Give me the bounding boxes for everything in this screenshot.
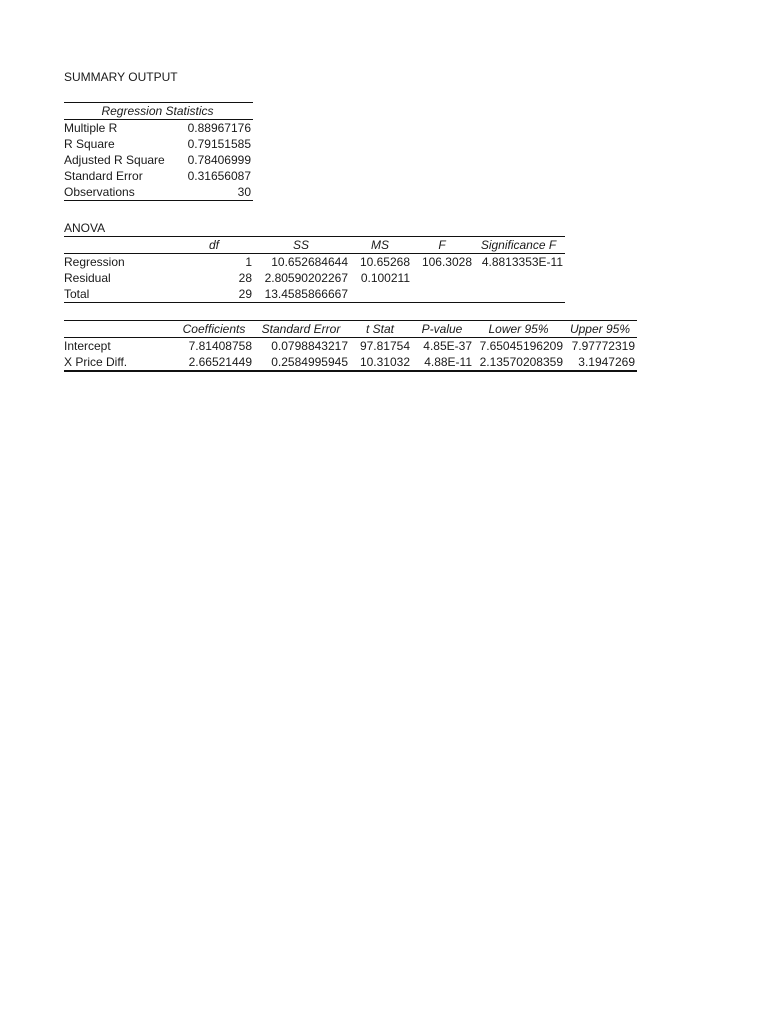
stat-row-multiple-r: [64, 120, 253, 137]
anova-row-total: [64, 286, 565, 303]
coef-cell: 3.1947269: [578, 355, 635, 369]
anova-cell: 106.3028: [421, 255, 472, 269]
anova-header-df: df: [176, 237, 254, 254]
stat-value: 30: [237, 185, 251, 199]
stat-label: Observations: [64, 185, 135, 199]
anova-header-row: [64, 237, 565, 254]
anova-header-ms: MS: [350, 237, 412, 254]
summary-output-title: SUMMARY OUTPUT: [64, 70, 178, 84]
stat-value: 0.79151585: [187, 137, 251, 151]
anova-cell: [474, 270, 565, 286]
stat-row-observations: [64, 184, 253, 201]
coef-header-t-stat: t Stat: [350, 321, 412, 338]
stat-label: Adjusted R Square: [64, 153, 165, 167]
anova-cell: 1: [245, 255, 252, 269]
anova-header-significance-f: Significance F: [474, 237, 565, 254]
anova-cell: 29: [238, 287, 252, 301]
stat-label: R Square: [64, 137, 115, 151]
stat-row-standard-error: [64, 168, 253, 184]
anova-cell: [474, 286, 565, 303]
coefficients-header-row: [64, 321, 637, 338]
coef-cell: 4.88E-11: [424, 355, 472, 369]
coef-cell: X Price Diff.: [64, 355, 128, 369]
stat-value: 0.88967176: [187, 121, 251, 135]
coef-cell: 7.65045196209: [479, 339, 563, 353]
anova-cell: 4.8813353E-11: [481, 255, 563, 269]
stat-row-adjusted-r-square: [64, 152, 253, 168]
coef-row-intercept: [64, 338, 637, 355]
coef-header-standard-error: Standard Error: [254, 321, 350, 338]
coef-cell: 7.81408758: [188, 339, 252, 353]
anova-cell: [412, 286, 474, 303]
coef-cell: 0.2584995945: [271, 355, 348, 369]
anova-cell: Total: [64, 287, 90, 301]
coef-cell: 4.85E-37: [423, 339, 472, 353]
anova-cell: 10.652684644: [271, 255, 348, 269]
anova-cell: Residual: [64, 271, 111, 285]
regression-statistics-table: [64, 102, 253, 201]
coef-header-blank: [64, 321, 176, 338]
anova-header-f: F: [412, 237, 474, 254]
anova-cell: 28: [238, 271, 252, 285]
coef-cell: 7.97772319: [571, 339, 635, 353]
coef-cell: 97.81754: [359, 339, 410, 353]
stat-row-r-square: [64, 136, 253, 152]
coef-row-x-price-diff: [64, 354, 637, 371]
stat-label: Multiple R: [64, 121, 118, 135]
regression-statistics-header: Regression Statistics: [64, 103, 253, 120]
anova-cell: 2.80590202267: [264, 271, 348, 285]
anova-cell: 10.65268: [359, 255, 410, 269]
stat-value: 0.78406999: [187, 153, 251, 167]
coef-header-lower-95: Lower 95%: [474, 321, 565, 338]
coefficients-table: [64, 320, 637, 372]
coef-header-p-value: P-value: [412, 321, 474, 338]
coef-header-upper-95: Upper 95%: [565, 321, 637, 338]
anova-row-regression: [64, 254, 565, 271]
stat-label: Standard Error: [64, 169, 143, 183]
coef-cell: 0.0798843217: [271, 339, 348, 353]
anova-header-ss: SS: [254, 237, 350, 254]
stat-value: 0.31656087: [187, 169, 251, 183]
anova-cell: [350, 286, 412, 303]
anova-header-blank: [64, 237, 176, 254]
anova-row-residual: [64, 270, 565, 286]
anova-cell: 13.4585866667: [264, 287, 348, 301]
anova-cell: 0.100211: [360, 271, 410, 285]
coef-header-coefficients: Coefficients: [176, 321, 254, 338]
anova-cell: [412, 270, 474, 286]
coef-cell: 2.13570208359: [479, 355, 563, 369]
coef-cell: 2.66521449: [188, 355, 252, 369]
anova-label: ANOVA: [64, 221, 106, 235]
coef-cell: Intercept: [64, 339, 111, 353]
coef-cell: 10.31032: [359, 355, 410, 369]
regression-statistics-header-row: [64, 103, 253, 120]
anova-cell: Regression: [64, 255, 125, 269]
anova-table: [64, 236, 565, 303]
